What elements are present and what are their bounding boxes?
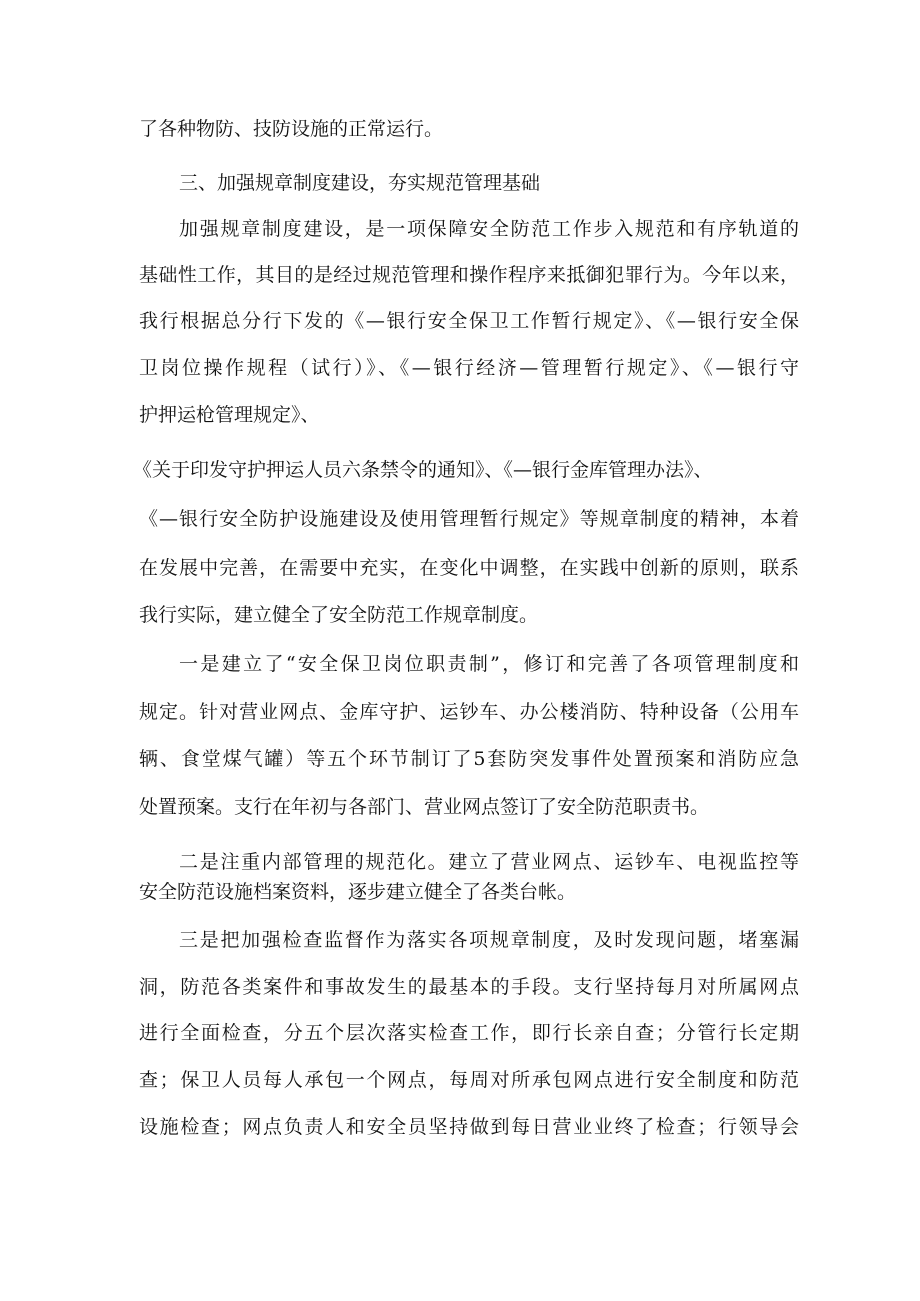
text-line: 规定。针对营业网点、金库守护、运钞车、办公楼消防、特种设备（公用车	[139, 701, 799, 723]
text-line: 三是把加强检查监督作为落实各项规章制度，及时发现问题，堵塞漏	[179, 929, 799, 951]
text-line: 在发展中完善，在需要中充实，在变化中调整，在实践中创新的原则，联系	[139, 557, 799, 579]
text-line: 加强规章制度建设，是一项保障安全防范工作步入规范和有序轨道的	[179, 218, 799, 240]
section-heading: 三、加强规章制度建设，夯实规范管理基础	[179, 172, 541, 194]
text-line: 《关于印发守护押运人员六条禁令的通知》、《—银行金库管理办法》、	[133, 459, 713, 481]
text-line: 我行实际，建立健全了安全防范工作规章制度。	[139, 604, 539, 626]
text-line: 设施检查；网点负责人和安全员坚持做到每日营业业终了检查；行领导会	[139, 1116, 799, 1138]
text-line: 基础性工作，其目的是经过规范管理和操作程序来抵御犯罪行为。今年以来，	[139, 264, 799, 286]
text-line: 进行全面检查，分五个层次落实检查工作，即行长亲自查；分管行长定期	[139, 1022, 799, 1044]
text-line: 二是注重内部管理的规范化。建立了营业网点、运钞车、电视监控等	[179, 851, 799, 873]
text-line: 一是建立了“安全保卫岗位职责制”，修订和完善了各项管理制度和	[179, 653, 799, 675]
text-line: 卫岗位操作规程（试行）》、《—银行经济—管理暂行规定》、《—银行守	[139, 357, 799, 379]
text-line: 了各种物防、技防设施的正常运行。	[139, 118, 444, 140]
text-line: 查；保卫人员每人承包一个网点，每周对所承包网点进行安全制度和防范	[139, 1069, 799, 1091]
text-line: 安全防范设施档案资料，逐步建立健全了各类台帐。	[139, 881, 577, 903]
text-line: 洞，防范各类案件和事故发生的最基本的手段。支行坚持每月对所属网点	[139, 976, 799, 998]
text-line: 辆、食堂煤气罐）等五个环节制订了5套防突发事件处置预案和消防应急	[139, 748, 799, 770]
text-line: 护押运枪管理规定》、	[139, 404, 320, 426]
text-line: 我行根据总分行下发的《—银行安全保卫工作暂行规定》、《—银行安全保	[139, 310, 799, 332]
text-line: 《—银行安全防护设施建设及使用管理暂行规定》等规章制度的精神，本着	[139, 508, 799, 530]
text-line: 处置预案。支行在年初与各部门、营业网点签订了安全防范职责书。	[139, 796, 710, 818]
